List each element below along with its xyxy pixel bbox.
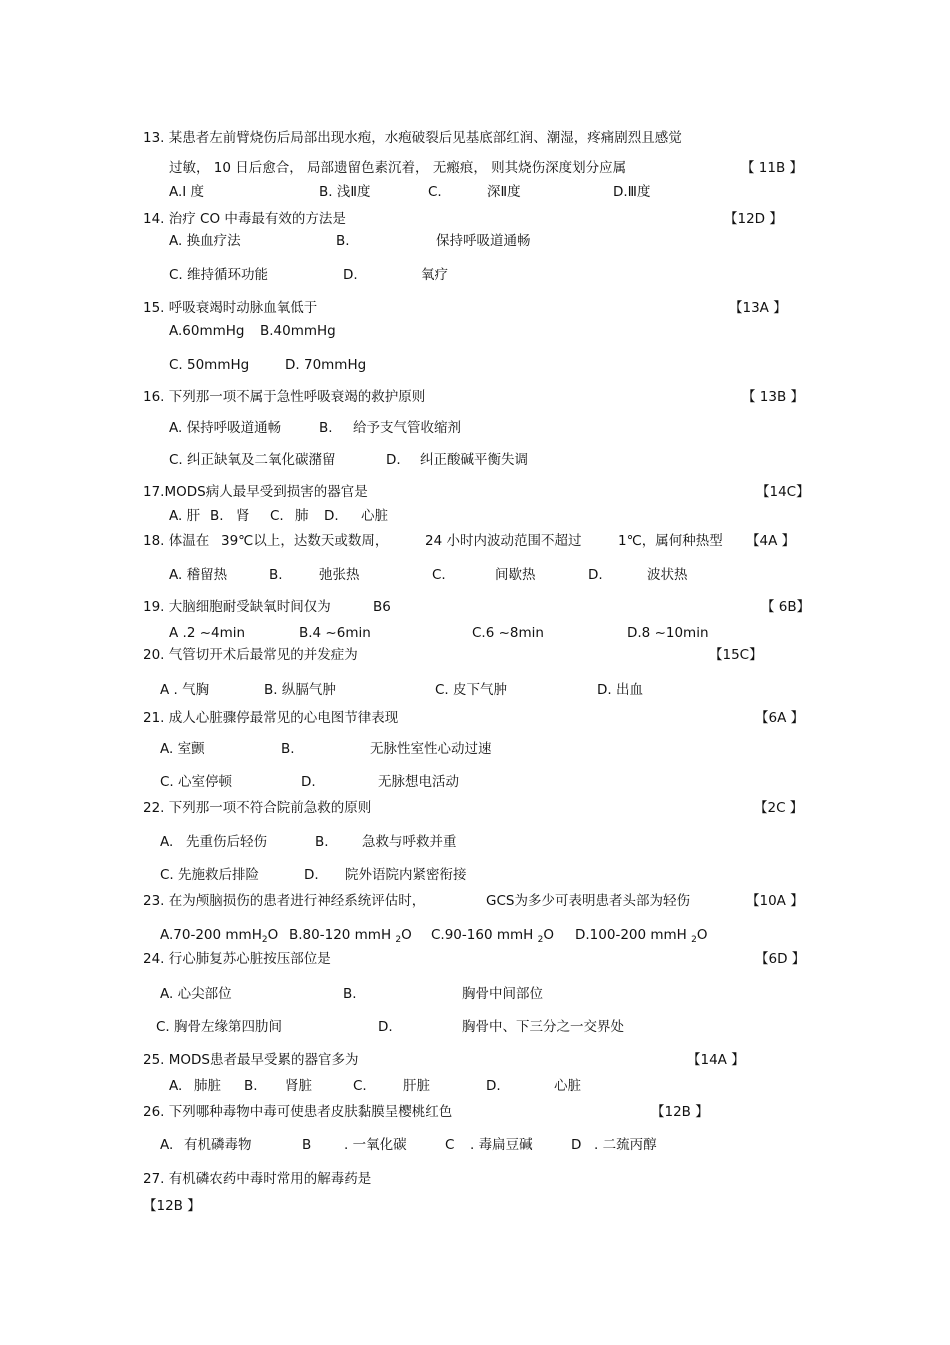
q16-answer: 【 13B 】 (742, 389, 805, 405)
q25-stem: 25. MODS患者最早受累的器官多为 (143, 1052, 359, 1068)
q16-option-b-label: B. (319, 420, 333, 436)
q26-option-a-label: A. (160, 1137, 174, 1153)
q22-option-b-label: B. (315, 834, 329, 850)
q21-option-d-label: D. (301, 774, 316, 790)
q18-option-c-label: C. (432, 567, 446, 583)
q14-option-b-text: 保持呼吸道通畅 (436, 233, 531, 249)
q23-option-d: D.100-200 mmH $_2$O (575, 927, 708, 945)
q17-option-d-text: 心脏 (361, 508, 388, 524)
q17-answer: 【14C】 (756, 484, 810, 500)
q22-option-b-text: 急救与呼救并重 (362, 834, 457, 850)
q14-answer: 【12D 】 (724, 211, 783, 227)
q23-answer: 【10A 】 (746, 893, 804, 909)
q26-option-c-text: . 毒扁豆碱 (470, 1137, 533, 1153)
q17-option-c-text: 肺 (295, 508, 309, 524)
q24-option-c: C. 胸骨左缘第四肋间 (156, 1019, 283, 1035)
q14-option-d-label: D. (343, 267, 358, 283)
q21-stem: 21. 成人心脏骤停最常见的心电图节律表现 (143, 710, 399, 726)
q26-option-c-label: C (445, 1137, 455, 1153)
q25-option-d-label: D. (486, 1078, 501, 1094)
q13-option-c-label: C. (428, 184, 442, 200)
q26-option-b-label: B (302, 1137, 312, 1153)
q18-option-b-text: 弛张热 (319, 567, 360, 583)
q18-option-b-label: B. (269, 567, 283, 583)
q19-option-a: A .2 ~4min (169, 625, 246, 641)
q19-stem: 19. 大脑细胞耐受缺氧时间仅为 (143, 599, 331, 615)
q20-option-a: A . 气胸 (160, 682, 210, 698)
q17-option-b-label: B. (210, 508, 224, 524)
q25-answer: 【14A 】 (687, 1052, 745, 1068)
q16-stem: 16. 下列那一项不属于急性呼吸衰竭的救护原则 (143, 389, 426, 405)
q21-answer: 【6A 】 (755, 710, 805, 726)
q21-option-d-text: 无脉想电活动 (378, 774, 459, 790)
q25-option-a-label: A. (169, 1078, 183, 1094)
q19-option-c: C.6 ~8min (472, 625, 544, 641)
q19-stem-b: B6 (373, 599, 391, 615)
q22-option-a-label: A. (160, 834, 174, 850)
q26-option-b-text: . 一氧化碳 (344, 1137, 407, 1153)
q15-option-a: A.60mmHg (169, 323, 245, 339)
q24-answer: 【6D 】 (755, 951, 806, 967)
q15-answer: 【13A 】 (729, 300, 787, 316)
q21-option-b-text: 无脉性室性心动过速 (370, 741, 492, 757)
q23-option-c: C.90-160 mmH $_2$O (431, 927, 554, 945)
q22-option-d-text: 院外语院内紧密衔接 (345, 867, 467, 883)
q13-option-a: A.I 度 (169, 184, 205, 200)
q14-option-d-text: 氧疗 (421, 267, 448, 283)
q14-option-a: A. 换血疗法 (169, 233, 241, 249)
q16-option-c: C. 纠正缺氧及二氧化碳潴留 (169, 452, 336, 468)
q15-stem: 15. 呼吸衰竭时动脉血氧低于 (143, 300, 318, 316)
q20-option-b: B. 纵膈气肿 (264, 682, 336, 698)
q23-stem: 23. 在为颅脑损伤的患者进行神经系统评估时， (143, 893, 426, 909)
q23-option-b: B.80-120 mmH $_2$O (289, 927, 412, 945)
q22-option-d-label: D. (304, 867, 319, 883)
q25-option-c-text: 肝脏 (403, 1078, 430, 1094)
q18-stem-d: 1℃，属何种热型 (618, 533, 723, 549)
q19-answer: 【 6B】 (761, 599, 811, 615)
q16-option-a: A. 保持呼吸道通畅 (169, 420, 282, 436)
q14-option-b-label: B. (336, 233, 350, 249)
q22-option-a-text: 先重伤后轻伤 (186, 834, 267, 850)
q25-option-d-text: 心脏 (554, 1078, 581, 1094)
q24-option-b-label: B. (343, 986, 357, 1002)
q15-option-b: B.40mmHg (260, 323, 336, 339)
q23-stem-b: GCS为多少可表明患者头部为轻伤 (486, 893, 690, 909)
q14-option-c: C. 维持循环功能 (169, 267, 269, 283)
q13-option-b: B. 浅Ⅱ度 (319, 184, 371, 200)
q20-option-c: C. 皮下气肿 (435, 682, 508, 698)
q17-option-a: A. 肝 (169, 508, 201, 524)
q21-option-b-label: B. (281, 741, 295, 757)
q20-answer: 【15C】 (709, 647, 763, 663)
q18-option-d-label: D. (588, 567, 603, 583)
q26-option-a-text: 有机磷毒物 (184, 1137, 252, 1153)
q25-option-a-text: 肺脏 (194, 1078, 221, 1094)
q17-option-b-text: 肾 (236, 508, 250, 524)
q16-option-d-text: 纠正酸碱平衡失调 (420, 452, 528, 468)
q26-stem: 26. 下列哪种毒物中毒可使患者皮肤黏膜呈樱桃红色 (143, 1104, 453, 1120)
q18-option-c-text: 间歇热 (495, 567, 536, 583)
q22-answer: 【2C 】 (754, 800, 804, 816)
q18-stem-c: 24 小时内波动范围不超过 (425, 533, 582, 549)
q17-option-d-label: D. (324, 508, 339, 524)
q18-answer: 【4A 】 (746, 533, 796, 549)
q19-option-b: B.4 ~6min (299, 625, 371, 641)
q15-option-c: C. 50mmHg (169, 357, 250, 373)
q24-stem: 24. 行心肺复苏心脏按压部位是 (143, 951, 331, 967)
q16-option-d-label: D. (386, 452, 401, 468)
q22-stem: 22. 下列那一项不符合院前急救的原则 (143, 800, 372, 816)
q26-option-d-text: . 二巯丙醇 (594, 1137, 657, 1153)
q25-option-b-label: B. (244, 1078, 258, 1094)
q21-option-a: A. 室颤 (160, 741, 205, 757)
q20-stem: 20. 气管切开术后最常见的并发症为 (143, 647, 358, 663)
q14-stem: 14. 治疗 CO 中毒最有效的方法是 (143, 211, 346, 227)
q27-stem: 27. 有机磷农药中毒时常用的解毒药是 (143, 1171, 372, 1187)
q20-option-d: D. 出血 (597, 682, 643, 698)
q15-option-d: D. 70mmHg (285, 357, 367, 373)
q26-option-d-label: D (571, 1137, 582, 1153)
q13-stem-line1: 13. 某患者左前臂烧伤后局部出现水疱，水疱破裂后见基底部红润、潮湿，疼痛剧烈且感觉 (143, 130, 682, 146)
q17-stem: 17.MODS病人最早受到损害的器官是 (143, 484, 368, 500)
q13-option-c-text: 深Ⅱ度 (487, 184, 521, 200)
q13-stem-line2: 过敏， 10 日后愈合， 局部遗留色素沉着， 无瘢痕， 则其烧伤深度划分应属 (169, 160, 627, 176)
q25-option-b-text: 肾脏 (285, 1078, 312, 1094)
q18-stem-b: 39℃以上，达数天或数周， (221, 533, 389, 549)
q17-option-c-label: C. (270, 508, 284, 524)
q19-option-d: D.8 ~10min (627, 625, 709, 641)
q18-stem-a: 18. 体温在 (143, 533, 210, 549)
q24-option-a: A. 心尖部位 (160, 986, 232, 1002)
q21-option-c: C. 心室停顿 (160, 774, 233, 790)
q23-option-a: A.70-200 mmH$_2$O (160, 927, 279, 945)
q18-option-d-text: 波状热 (647, 567, 688, 583)
q24-option-b-text: 胸骨中间部位 (462, 986, 543, 1002)
q24-option-d-label: D. (378, 1019, 393, 1035)
q24-option-d-text: 胸骨中、下三分之一交界处 (462, 1019, 624, 1035)
q27-answer: 【12B 】 (143, 1198, 201, 1214)
q13-answer: 【 11B 】 (741, 160, 804, 176)
q16-option-b-text: 给予支气管收缩剂 (353, 420, 461, 436)
q22-option-c: C. 先施救后排险 (160, 867, 260, 883)
q18-option-a: A. 稽留热 (169, 567, 228, 583)
q26-answer: 【12B 】 (651, 1104, 709, 1120)
q25-option-c-label: C. (353, 1078, 367, 1094)
q13-option-d: D.Ⅲ度 (613, 184, 651, 200)
